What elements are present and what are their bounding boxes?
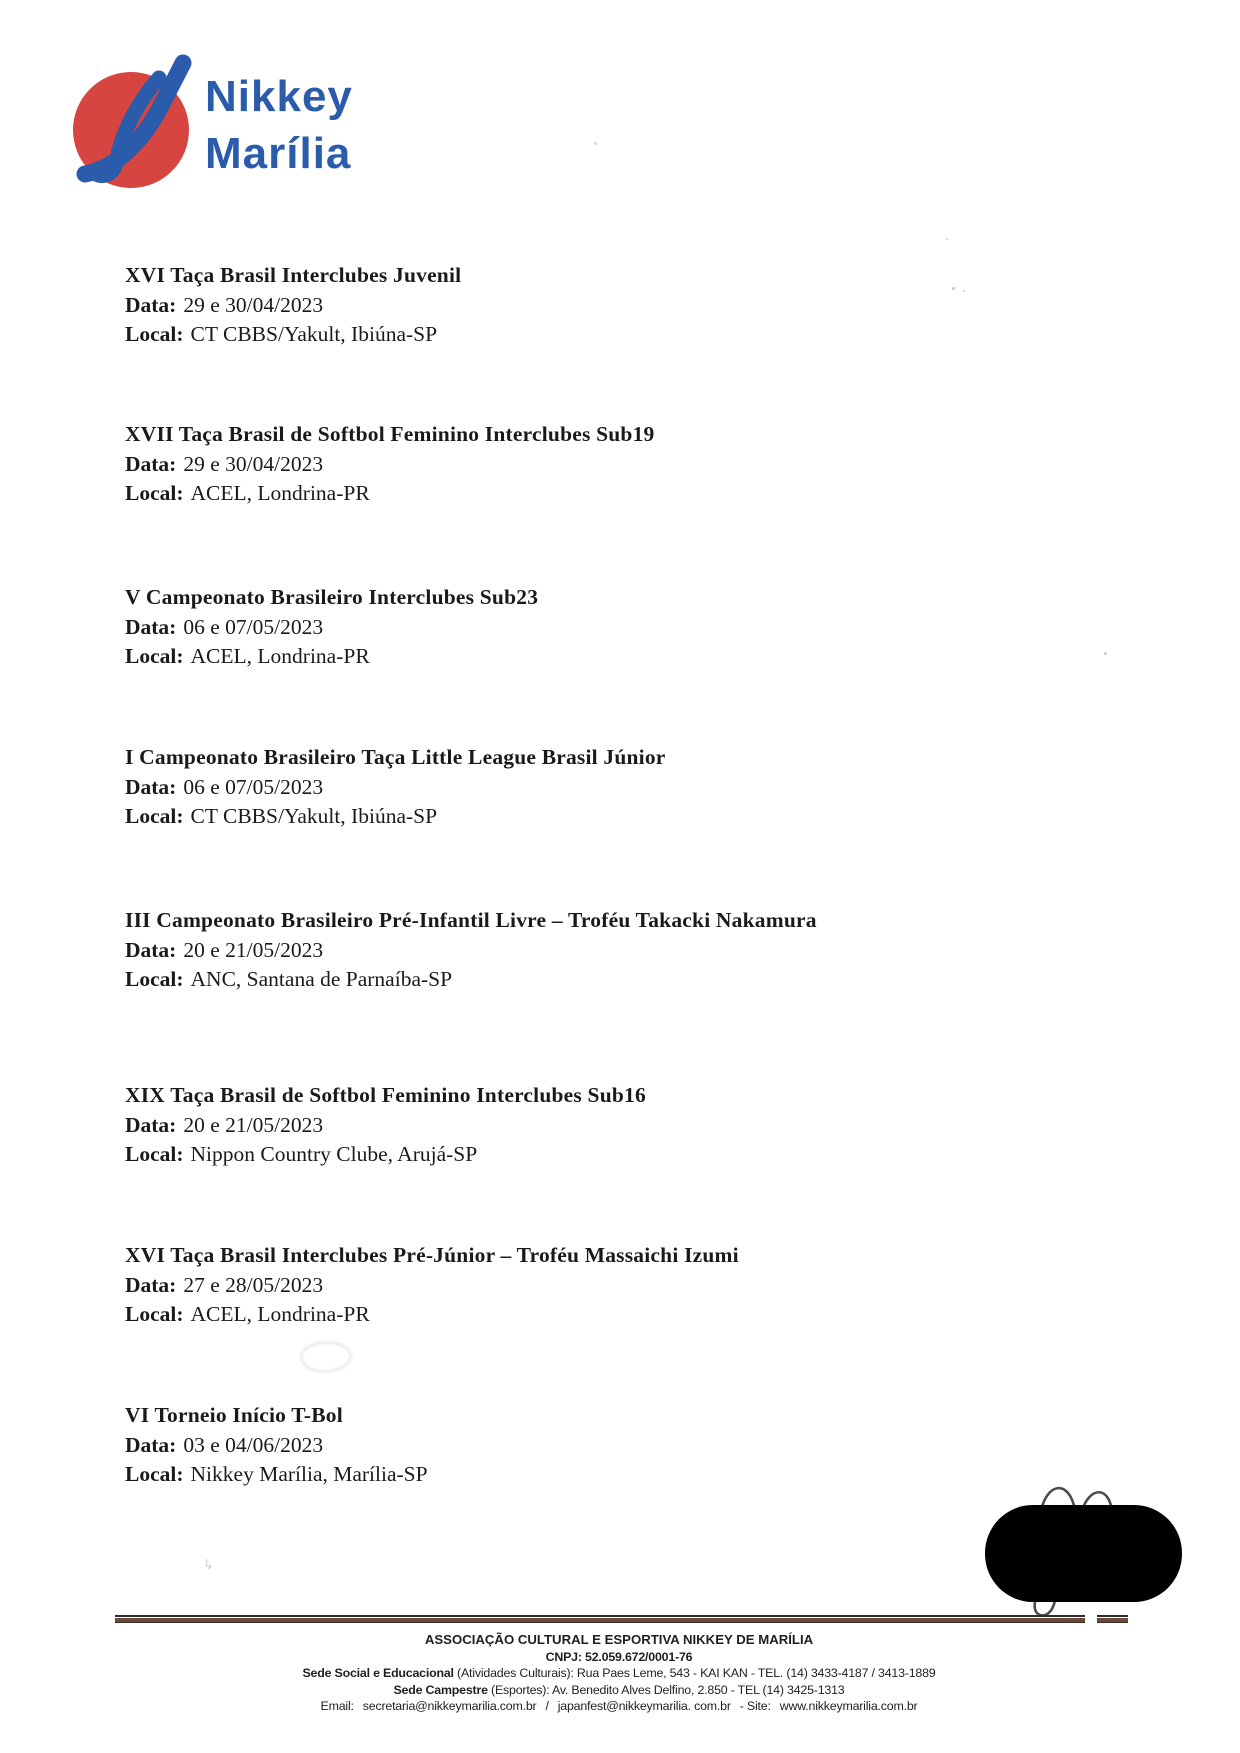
location-value: ACEL, Londrina-PR: [190, 644, 370, 668]
location-value: CT CBBS/Yakult, Ibiúna-SP: [190, 322, 438, 346]
location-label: Local:: [125, 322, 184, 346]
cnpj: CNPJ: 52.059.672/0001-76: [545, 1649, 693, 1664]
location-label: Local:: [125, 1302, 184, 1326]
location-value: ANC, Santana de Parnaíba-SP: [190, 967, 453, 991]
sede-social-label: Sede Social e Educacional: [302, 1666, 454, 1681]
event-location: [125, 1300, 739, 1330]
logo-line2: Marília: [205, 129, 352, 178]
date-value: 06 e 07/05/2023: [183, 614, 324, 639]
logo-line1: Nikkey: [205, 72, 353, 121]
ghost-stamp-mark: [298, 1338, 354, 1377]
sede-social-line: [115, 1665, 1123, 1682]
redacted-signature-block: [985, 1505, 1182, 1602]
scan-speck: [1104, 652, 1107, 655]
event-title: I Campeonato Brasileiro Taça Little League Brasil Júnior: [125, 745, 666, 769]
event-location: [125, 479, 654, 509]
event-title: III Campeonato Brasileiro Pré-Infantil Livre – Troféu Takacki Nakamura: [125, 908, 817, 932]
event-date: [125, 1111, 646, 1141]
date-value: 29 e 30/04/2023: [183, 451, 324, 476]
event-block-5: [125, 906, 817, 995]
date-label: Data:: [125, 1112, 177, 1137]
event-date: [125, 936, 817, 966]
event-date: [125, 613, 538, 643]
date-value: 29 e 30/04/2023: [183, 292, 324, 317]
nikkey-marilia-logo: [65, 50, 405, 200]
date-label: Data:: [125, 292, 177, 317]
email-label: Email:: [320, 1699, 354, 1714]
location-value: ACEL, Londrina-PR: [190, 1302, 370, 1326]
date-label: Data:: [125, 614, 177, 639]
divider-thin-line: [1097, 1615, 1128, 1617]
event-block-4: [125, 743, 666, 832]
event-block-1: [125, 261, 461, 350]
event-date: [125, 291, 461, 321]
event-location: [125, 1140, 646, 1170]
event-title: XVI Taça Brasil Interclubes Pré-Júnior – Troféu Massaichi Izumi: [125, 1243, 739, 1267]
event-block-2: [125, 420, 654, 509]
email-secondary: japanfest@nikkeymarilia. com.br: [557, 1699, 731, 1714]
event-location: [125, 320, 461, 350]
location-value: CT CBBS/Yakult, Ibiúna-SP: [190, 804, 438, 828]
sede-social-text: (Atividades Culturais): Rua Paes Leme, 543 - KAI KAN - TEL. (14) 3433-4187 / 3413-1889: [453, 1666, 936, 1681]
event-date: [125, 450, 654, 480]
event-title: V Campeonato Brasileiro Interclubes Sub23: [125, 585, 539, 609]
email-primary: secretaria@nikkeymarilia.com.br: [362, 1699, 537, 1714]
date-label: Data:: [125, 1272, 177, 1297]
event-date: [125, 1431, 428, 1461]
association-name: ASSOCIAÇÃO CULTURAL E ESPORTIVA NIKKEY DE MARÍLIA: [424, 1632, 814, 1647]
date-value: 03 e 04/06/2023: [183, 1432, 324, 1457]
location-value: ACEL, Londrina-PR: [190, 481, 370, 505]
divider-thin-line: [115, 1615, 1085, 1617]
divider-thick-line: [1097, 1618, 1128, 1623]
event-location: [125, 965, 817, 995]
location-label: Local:: [125, 644, 184, 668]
location-label: Local:: [125, 1462, 184, 1486]
date-value: 06 e 07/05/2023: [183, 774, 324, 799]
scan-speck: [952, 287, 955, 290]
event-block-8: [125, 1401, 428, 1490]
event-block-6: [125, 1081, 646, 1170]
date-value: 20 e 21/05/2023: [183, 937, 324, 962]
location-label: Local:: [125, 804, 184, 828]
location-value: Nikkey Marília, Marília-SP: [190, 1462, 428, 1486]
site-url: www.nikkeymarilia.com.br: [779, 1699, 918, 1714]
location-value: Nippon Country Clube, Arujá-SP: [190, 1142, 478, 1166]
sede-campestre-text: (Esportes): Av. Benedito Alves Delfino, 2.850 - TEL (14) 3425-1313: [487, 1682, 845, 1697]
date-value: 20 e 21/05/2023: [183, 1112, 324, 1137]
footer-divider: [115, 1615, 1085, 1623]
date-label: Data:: [125, 937, 177, 962]
date-label: Data:: [125, 774, 177, 799]
footer: [115, 1632, 1123, 1715]
logo-wordmark: [205, 68, 353, 182]
date-value: 27 e 28/05/2023: [183, 1272, 324, 1297]
email-separator: /: [545, 1699, 549, 1714]
date-label: Data:: [125, 451, 177, 476]
location-label: Local:: [125, 1142, 184, 1166]
sede-campestre-line: [115, 1682, 1123, 1699]
scan-speck: [963, 290, 965, 292]
event-title: XIX Taça Brasil de Softbol Feminino Interclubes Sub16: [125, 1083, 646, 1107]
event-block-3: [125, 583, 538, 672]
event-location: [125, 642, 538, 672]
contact-line: [115, 1698, 1123, 1715]
event-title: XVI Taça Brasil Interclubes Juvenil: [125, 263, 462, 287]
date-label: Data:: [125, 1432, 177, 1457]
event-title: VI Torneio Início T-Bol: [125, 1403, 343, 1427]
event-title: XVII Taça Brasil de Softbol Feminino Interclubes Sub19: [125, 422, 655, 446]
site-label: - Site:: [739, 1699, 771, 1714]
sede-campestre-label: Sede Campestre: [393, 1682, 488, 1697]
divider-thick-line: [115, 1618, 1085, 1623]
pencil-mark: ↳: [201, 1557, 216, 1574]
location-label: Local:: [125, 481, 184, 505]
event-date: [125, 1271, 739, 1301]
event-location: [125, 802, 666, 832]
event-location: [125, 1460, 428, 1490]
scan-speck: [946, 238, 948, 240]
scan-speck: [594, 142, 597, 145]
footer-divider-end-dash: [1097, 1615, 1128, 1623]
event-date: [125, 773, 666, 803]
location-label: Local:: [125, 967, 184, 991]
event-block-7: [125, 1241, 739, 1330]
